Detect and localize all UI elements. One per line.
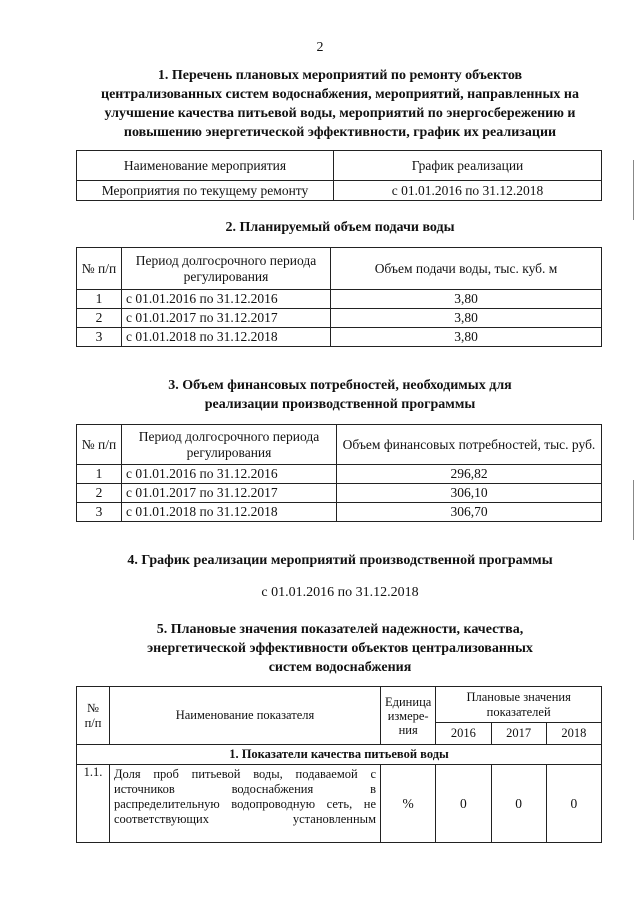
section1-title-line: повышению энергетической эффективности, график их реализации (123, 125, 557, 140)
section5-table (76, 686, 602, 843)
table-cell: 1 (77, 465, 122, 484)
section1-title-line: централизованных систем водоснабжения, мероприятий, направленных на (101, 87, 579, 102)
table-row (77, 328, 602, 347)
section5-title-line: систем водоснабжения (268, 660, 412, 675)
table-cell: 2 (77, 309, 122, 328)
table-header: № п/п (77, 687, 110, 745)
section3-title (70, 376, 610, 414)
table-header: Наименование мероприятия (77, 151, 334, 181)
table-cell: 0 (491, 765, 546, 843)
table-header: № п/п (77, 425, 122, 465)
section5-title-line: энергетической эффективности объектов централизованных (147, 641, 533, 656)
section1-title (70, 66, 610, 142)
table-cell: 3 (77, 503, 122, 522)
table-row (77, 484, 602, 503)
table-row (77, 465, 602, 484)
table-cell: 2 (77, 484, 122, 503)
table-cell: с 01.01.2017 по 31.12.2017 (122, 484, 337, 503)
table-cell: 306,70 (337, 503, 602, 522)
section4-period: с 01.01.2016 по 31.12.2018 (261, 585, 419, 600)
table-cell: 3 (77, 328, 122, 347)
table-cell: 296,82 (337, 465, 602, 484)
table-cell: 0 (436, 765, 491, 843)
scan-edge-line (633, 160, 634, 220)
indicator-name-line: источников водоснабжения в (114, 782, 376, 796)
table-header-year: 2017 (491, 723, 546, 745)
table-header-year: 2018 (546, 723, 601, 745)
section5-title (70, 620, 610, 677)
table-row (77, 309, 602, 328)
indicator-name-cell (110, 765, 381, 843)
table-header-year: 2016 (436, 723, 491, 745)
table-cell: 3,80 (331, 290, 602, 309)
table-cell: с 01.01.2018 по 31.12.2018 (122, 503, 337, 522)
table-row (77, 765, 602, 843)
table-cell: с 01.01.2016 по 31.12.2018 (334, 181, 602, 201)
table-cell: с 01.01.2018 по 31.12.2018 (122, 328, 331, 347)
table-cell: с 01.01.2016 по 31.12.2016 (122, 465, 337, 484)
table-group-row (77, 745, 602, 765)
group-heading: 1. Показатели качества питьевой воды (77, 745, 602, 765)
table-header: № п/п (77, 248, 122, 290)
page-number: 2 (316, 40, 324, 55)
section3-table (76, 424, 602, 522)
table-row (77, 503, 602, 522)
indicator-name-line: распределительную водопроводную сеть, не (114, 797, 376, 811)
indicator-name-line: Доля проб питьевой воды, подаваемой с (114, 767, 376, 781)
table-cell: 1 (77, 290, 122, 309)
table-cell: 3,80 (331, 309, 602, 328)
table-cell: с 01.01.2017 по 31.12.2017 (122, 309, 331, 328)
table-row (77, 181, 602, 201)
table-cell: 1.1. (77, 765, 110, 843)
section1-title-line: улучшение качества питьевой воды, мероприятий по энергосбережению и (104, 106, 576, 121)
section5-title-line: 5. Плановые значения показателей надежности, качества, (156, 622, 524, 637)
section3-title-line: реализации производственной программы (204, 397, 476, 412)
table-header: Плановые значения показателей (436, 687, 602, 723)
table-header: Период долгосрочного периода регулирования (122, 425, 337, 465)
section4-title: 4. График реализации мероприятий производственной программы (127, 553, 553, 568)
table-cell: % (381, 765, 436, 843)
section3-title-line: 3. Объем финансовых потребностей, необходимых для (168, 378, 512, 393)
section1-table (76, 150, 602, 201)
table-header: Объем подачи воды, тыс. куб. м (331, 248, 602, 290)
table-cell: 3,80 (331, 328, 602, 347)
table-cell: Мероприятия по текущему ремонту (77, 181, 334, 201)
table-row (77, 290, 602, 309)
table-header: Наименование показателя (110, 687, 381, 745)
scan-edge-line (633, 480, 634, 540)
table-header: График реализации (334, 151, 602, 181)
table-cell: 0 (546, 765, 601, 843)
indicator-name-line: соответствующих установленным (114, 812, 376, 826)
table-header: Единица измере-ния (381, 687, 436, 745)
table-header: Объем финансовых потребностей, тыс. руб. (337, 425, 602, 465)
section2-table (76, 247, 602, 347)
table-cell: с 01.01.2016 по 31.12.2016 (122, 290, 331, 309)
section2-title: 2. Планируемый объем подачи воды (225, 220, 455, 235)
table-header: Период долгосрочного периода регулирования (122, 248, 331, 290)
section1-title-line: 1. Перечень плановых мероприятий по ремонту объектов (157, 68, 523, 83)
table-cell: 306,10 (337, 484, 602, 503)
